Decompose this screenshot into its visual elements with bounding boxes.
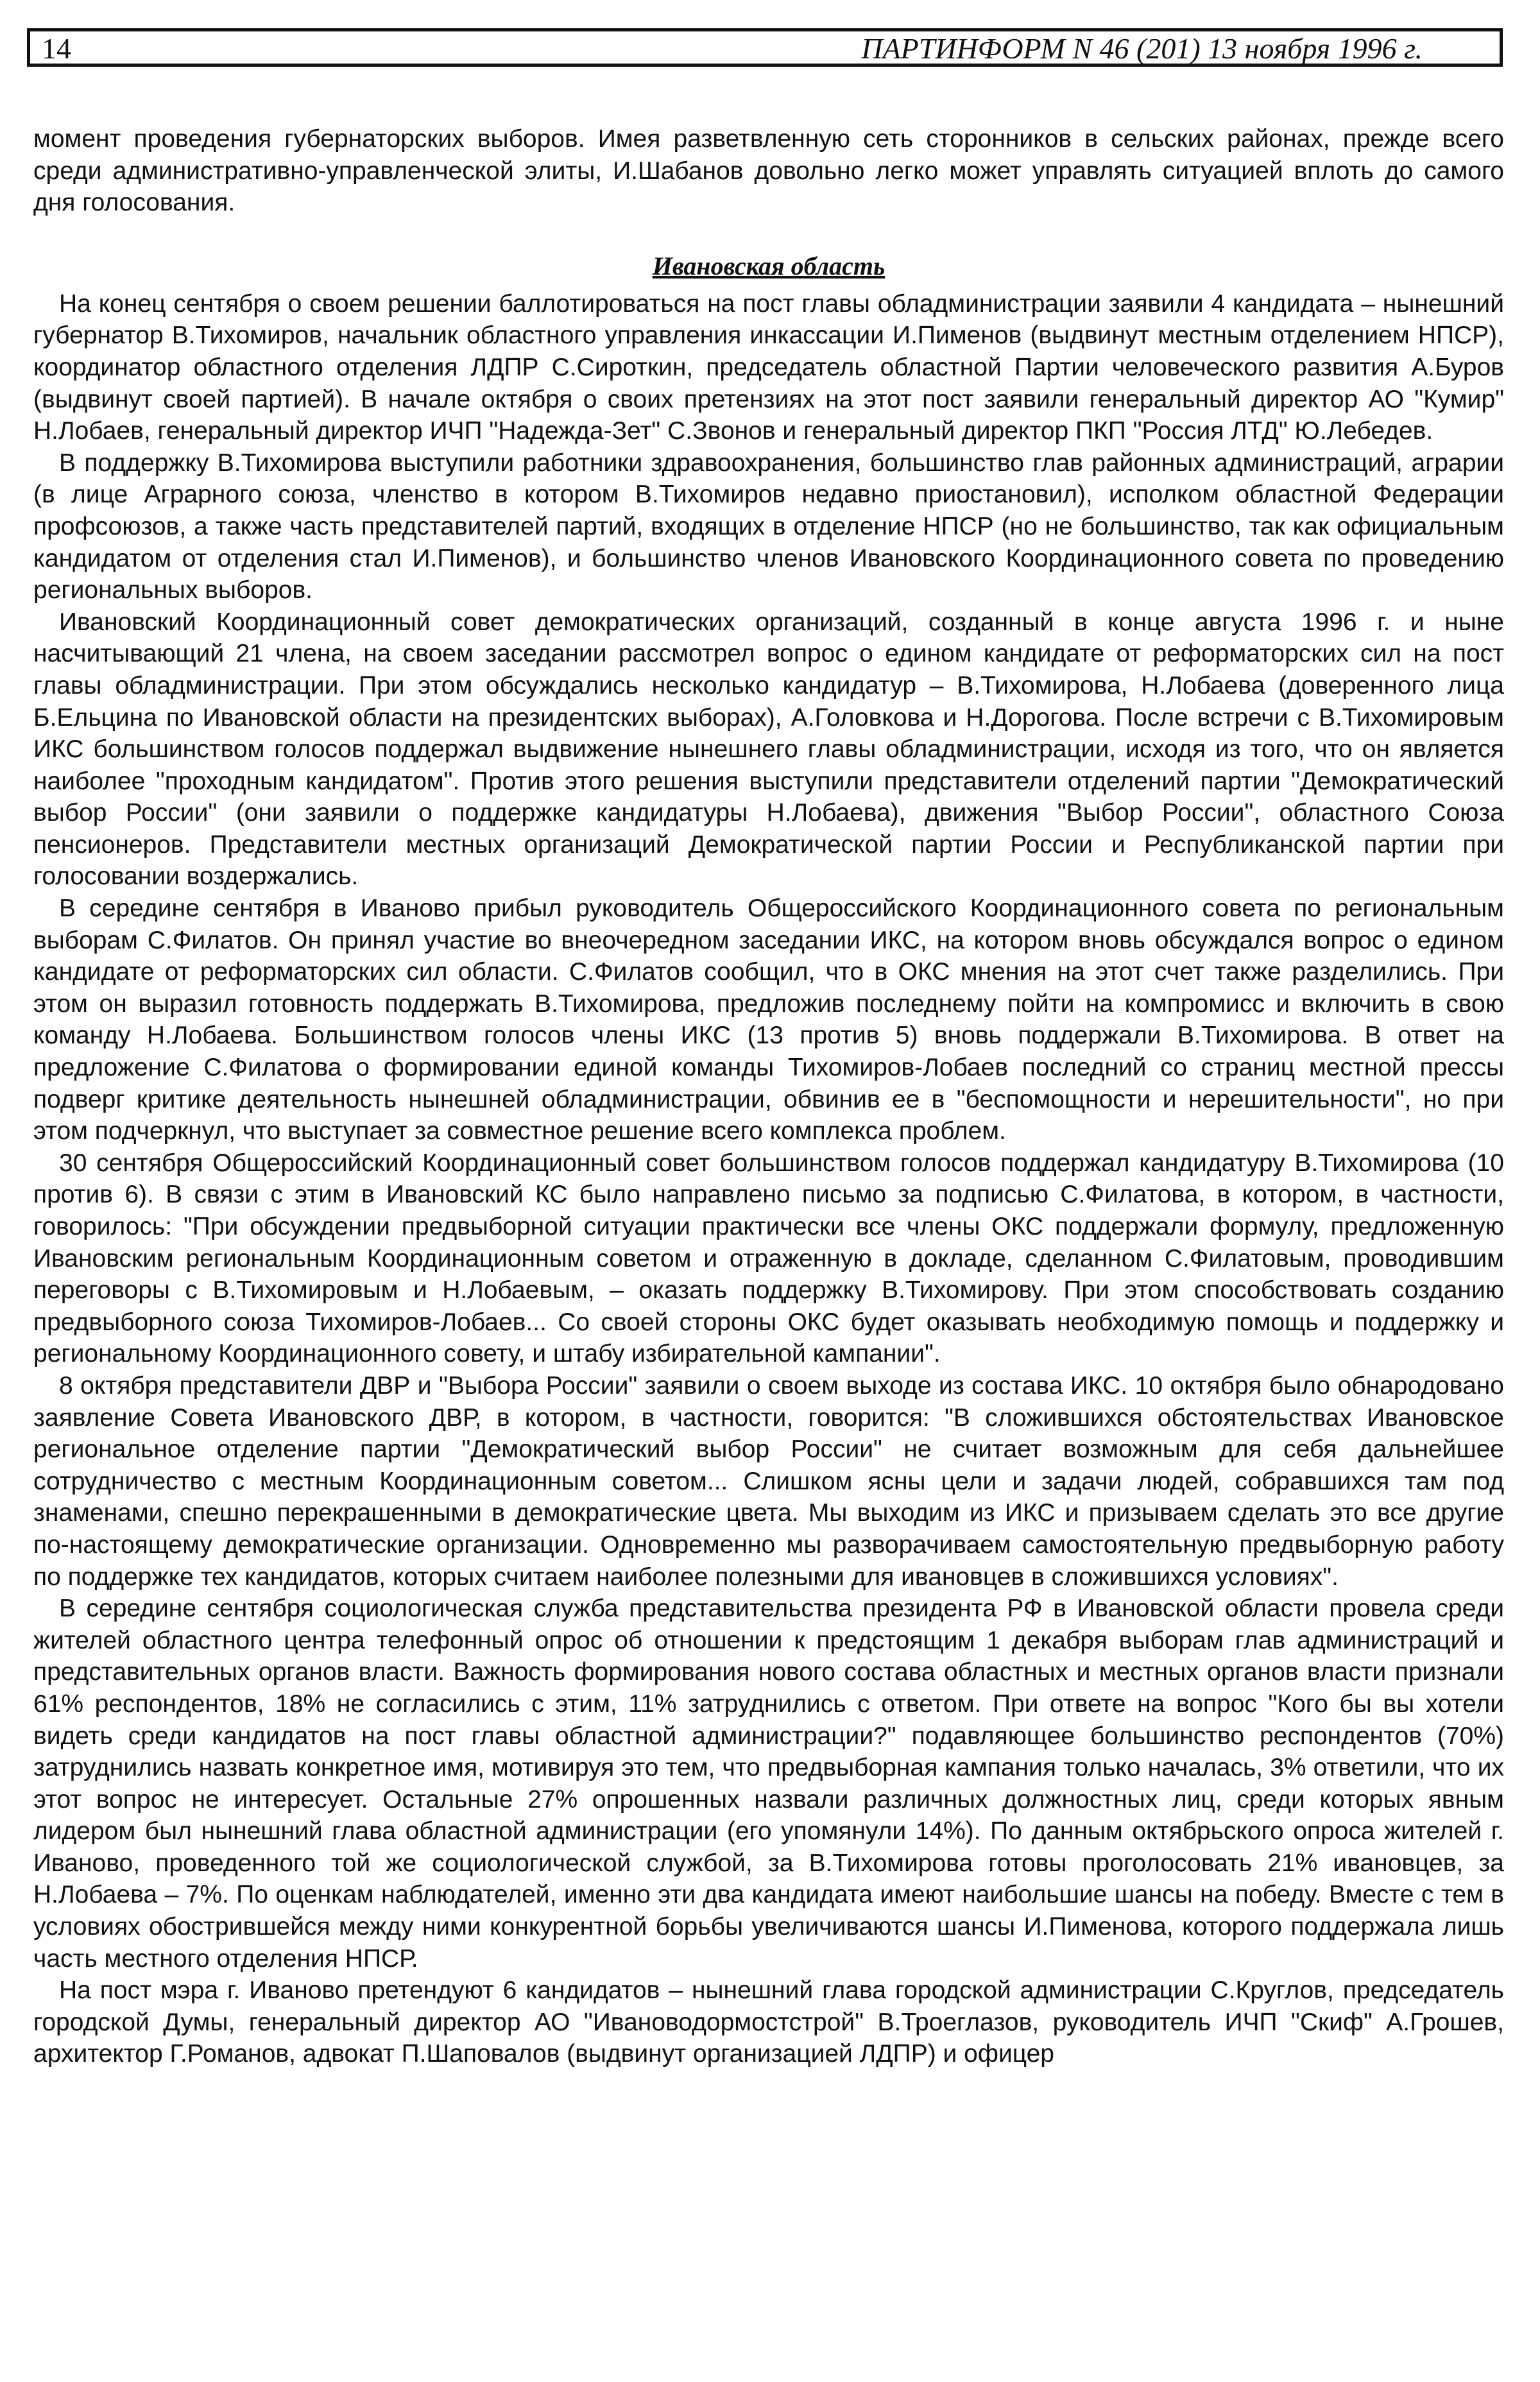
page-header (27, 28, 1503, 67)
paragraph: Ивановский Координационный совет демократических организаций, созданный в конце августа 1996 г. и ныне насчитывающий 21 члена, на своем заседании рассмотрел вопрос о едином кандидате от реформаторских сил на пост главы обладминистрации. При этом обсуждались несколько кандидатур – В.Тихомирова, Н.Лобаева (доверенного лица Б.Ельцина по Ивановской области на президентских выборах), А.Головкова и Н.Дорогова. После встречи с В.Тихомировым ИКС большинством голосов поддержал выдвижение нынешнего главы обладминистрации, исходя из того, что он является наиболее "проходным кандидатом". Против этого решения выступили представители отделений партии "Демократический выбор России" (они заявили о поддержке кандидатуры Н.Лобаева), движения "Выбор России", областного Союза пенсионеров. Представители местных организаций Демократической партии России и Республиканской партии при голосовании воздержались. (33, 608, 1504, 891)
paragraph: На пост мэра г. Иваново претендуют 6 кандидатов – нынешний глава городской администрации С.Круглов, председатель городской Думы, генеральный директор АО "Ивановодормостстрой" В.Троеглазов, руководитель ИЧП "Скиф" А.Грошев, архитектор Г.Романов, адвокат П.Шаповалов (выдвинут организацией ЛДПР) и офицер (33, 1976, 1504, 2068)
paragraph: На конец сентября о своем решении баллотироваться на пост главы обладминистрации заявили 4 кандидата – нынешний губернатор В.Тихомиров, начальник областного управления инкассации И.Пименов (выдвинут местным отделением НПСР), координатор областного отделения ЛДПР С.Сироткин, председатель областной Партии человеческого развития А.Буров (выдвинут своей партией). В начале октября о своих претензиях на этот пост заявили генеральный директор АО "Кумир" Н.Лобаев, генеральный директор ИЧП "Надежда-Зет" С.Звонов и генеральный директор ПКП "Россия ЛТД" Ю.Лебедев. (33, 289, 1504, 445)
paragraph: В поддержку В.Тихомирова выступили работники здравоохранения, большинство глав районных администраций, аграрии (в лице Аграрного союза, членство в котором В.Тихомиров недавно приостановил), исполком областной Федерации профсоюзов, а также часть представителей партий, входящих в отделение НПСР (но не большинство, так как официальным кандидатом от отделения стал И.Пименов), и большинство членов Ивановского Координационного совета по проведению региональных выборов. (33, 449, 1504, 604)
paragraph: 8 октября представители ДВР и "Выбора России" заявили о своем выходе из состава ИКС. 10 октября было обнародовано заявление Совета Ивановского ДВР, в котором, в частности, говорится: "В сложившихся обстоятельствах Ивановское региональное отделение партии "Демократический выбор России" не считает возможным для себя дальнейшее сотрудничество с местным Координационным советом... Слишком ясны цели и задачи людей, собравшихся там под знаменами, спешно перекрашенными в демократические цвета. Мы выходим из ИКС и призываем сделать это все другие по-настоящему демократические организации. Одновременно мы разворачиваем самостоятельную предвыборную работу по поддержке тех кандидатов, которых считаем наиболее полезными для ивановцев в сложившихся условиях". (33, 1371, 1504, 1591)
page-number: 14 (42, 32, 71, 65)
article-body (33, 123, 1504, 2070)
paragraph: 30 сентября Общероссийский Координационный совет большинством голосов поддержал кандидатуру В.Тихомирова (10 против 6). В связи с этим в Ивановский КС было направлено письмо за подписью С.Филатова, в котором, в частности, говорилось: "При обсуждении предвыборной ситуации практически все члены ОКС поддержали формулу, предложенную Ивановским региональным Координационным советом и отраженную в докладе, сделанном С.Филатовым, проводившим переговоры с В.Тихомировым и Н.Лобаевым, – оказать поддержку В.Тихомирову. При этом способствовать созданию предвыборного союза Тихомиров-Лобаев... Со своей стороны ОКС будет оказывать необходимую помощь и поддержку и региональному Координационного совету, и штабу избирательной кампании". (33, 1149, 1504, 1368)
section-title: Ивановская область (652, 251, 886, 280)
paragraph: В середине сентября в Иваново прибыл руководитель Общероссийского Координационного совета по региональным выборам С.Филатов. Он принял участие во внеочередном заседании ИКС, на котором вновь обсуждался вопрос о едином кандидате от реформаторских сил области. С.Филатов сообщил, что в ОКС мнения на этот счет также разделились. При этом он выразил готовность поддержать В.Тихомирова, предложив последнему пойти на компромисс и включить в свою команду Н.Лобаева. Большинством голосов члены ИКС (13 против 5) вновь поддержали В.Тихомирова. В ответ на предложение С.Филатова о формировании единой команды Тихомиров-Лобаев последний со страниц местной прессы подверг критике деятельность нынешней обладминистрации, обвинив ее в "беспомощности и нерешительности", но при этом подчеркнул, что выступает за совместное решение всего комплекса проблем. (33, 895, 1504, 1145)
paragraph: В середине сентября социологическая служба представительства президента РФ в Ивановской области провела среди жителей областного центра телефонный опрос об отношении к предстоящим 1 декабря выборам глав администраций и представительных органов власти. Важность формирования нового состава областных и местных органов власти признали 61% респондентов, 18% не согласились с этим, 11% затруднились с ответом. При ответе на вопрос "Кого бы вы хотели видеть среди кандидатов на пост главы областной администрации?" подавляющее большинство респондентов (70%) затруднились назвать конкретное имя, мотивируя это тем, что предвыборная кампания только началась, 3% ответили, что их этот вопрос не интересует. Остальные 27% опрошенных назвали различных должностных лиц, среди которых явным лидером был нынешний глава областной администрации (его упомянули 14%). По данным октябрьского опроса жителей г. Иваново, проведенного той же социологической службой, за В.Тихомирова готовы проголосовать 21% ивановцев, за Н.Лобаева – 7%. По оценкам наблюдателей, именно эти два кандидата имеют наибольшие шансы на победу. Вместе с тем в условиях обострившейся между ними конкурентной борьбы увеличиваются шансы И.Пименова, которого поддержала лишь часть местного отделения НПСР. (33, 1595, 1504, 1973)
intro-paragraph: момент проведения губернаторских выборов. Имея разветвленную сеть сторонников в сельских районах, прежде всего среди административно-управленческой элиты, И.Шабанов довольно легко может управлять ситуацией вплоть до самого дня голосования. (33, 125, 1504, 217)
publication-title: ПАРТИНФОРМ N 46 (201) 13 ноября 1996 г. (861, 32, 1423, 65)
